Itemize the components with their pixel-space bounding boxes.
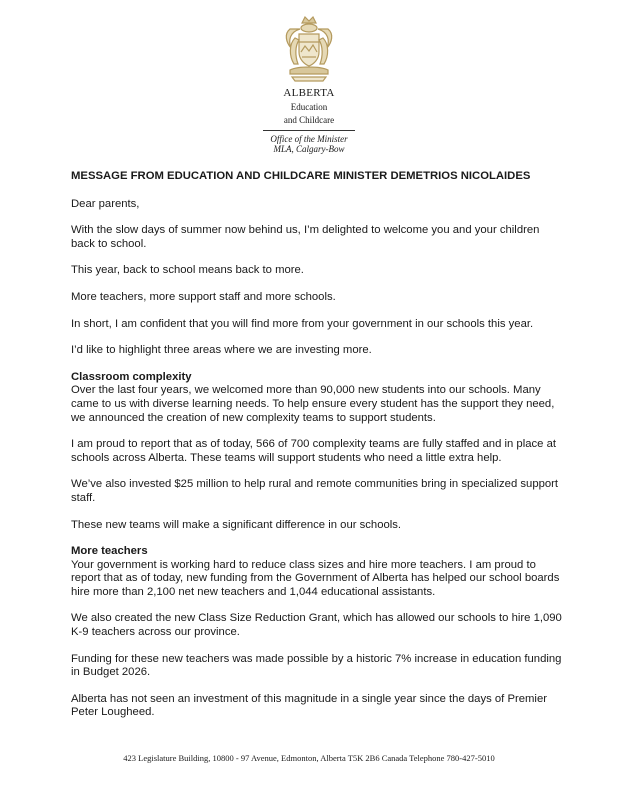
section-paragraph: I am proud to report that as of today, 566 of 700 complexity teams are fully staffed and in place at schools across Alberta. These teams will support students who need a little extra help. [71,438,556,464]
letterhead-divider [263,130,355,131]
section-paragraph: These new teams will make a significant difference in our schools. [71,518,402,531]
section-paragraph: Funding for these new teachers was made possible by a historic 7% increase in education funding in Budget 2026. [71,652,562,679]
ministry-line-2: and Childcare [283,115,335,125]
section-paragraph: Your government is working hard to reduce class sizes and hire more teachers. I am proud to report that as of today, new funding from the Government of Alberta has helped our school boards hire more than 2,100 net new teachers and 1,044 educational assistants. [71,558,560,598]
section-paragraph: Over the last four years, we welcomed more than 90,000 new students into our schools. Many came to us with diverse learning needs. To help ensure every student has the support they need, we announced the creation of new complexity teams to support students. [71,384,555,424]
intro-paragraph: This year, back to school means back to more. [71,264,304,277]
section-more-teachers [71,545,563,720]
section-paragraph: Alberta has not seen an investment of this magnitude in a single year since the days of Premier Peter Lougheed. [71,692,547,719]
letter-body [71,170,563,733]
office-line-1: Office of the Minister [270,134,348,144]
alberta-coat-of-arms-icon [278,14,340,84]
letter-heading: MESSAGE FROM EDUCATION AND CHILDCARE MINISTER DEMETRIOS NICOLAIDES [71,170,531,182]
org-name: ALBERTA [283,87,335,99]
footer-address: 423 Legislature Building, 10800 - 97 Avenue, Edmonton, Alberta T5K 2B6 Canada Telephone 780-427-5010 [123,753,495,763]
office-line-2: MLA, Calgary-Bow [273,144,345,154]
section-title: Classroom complexity [71,370,192,383]
section-title: More teachers [71,545,148,558]
intro-paragraph: More teachers, more support staff and more schools. [71,290,336,303]
section-paragraph: We’ve also invested $25 million to help rural and remote communities bring in specialized support staff. [71,478,559,504]
salutation: Dear parents, [71,197,140,210]
section-classroom-complexity [71,371,563,532]
letterhead [0,14,618,154]
ministry-line-1: Education [290,102,328,112]
intro-paragraph: I’d like to highlight three areas where we are investing more. [71,344,372,357]
section-paragraph: We also created the new Class Size Reduction Grant, which has allowed our schools to hire 1,090 K-9 teachers across our province. [71,612,562,639]
intro-paragraph: In short, I am confident that you will find more from your government in our schools this year. [71,317,534,330]
intro-paragraph: With the slow days of summer now behind us, I’m delighted to welcome you and your children back to school. [71,224,540,250]
